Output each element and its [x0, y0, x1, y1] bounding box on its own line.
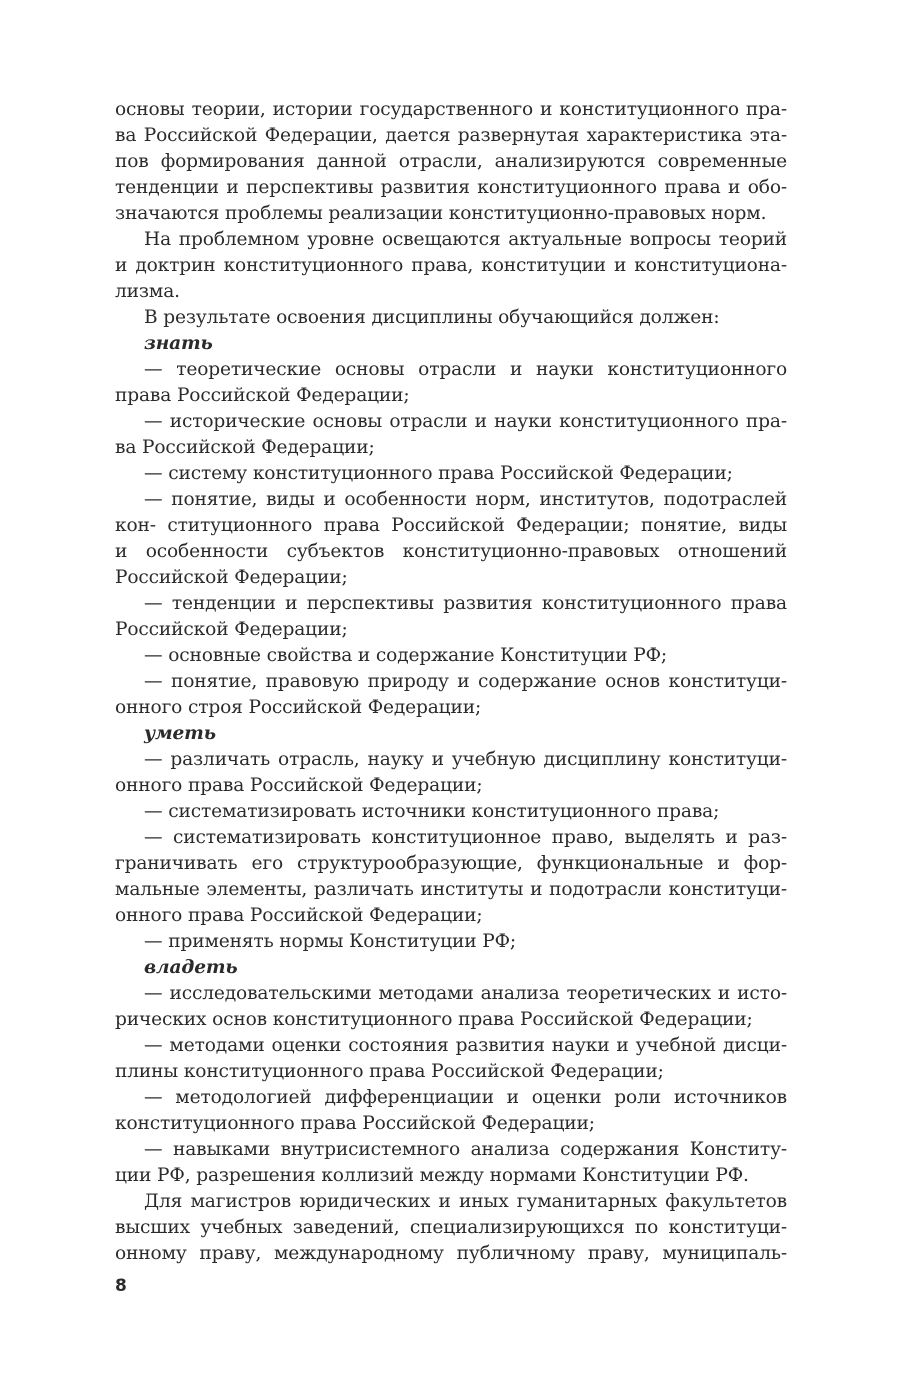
text-line: — теоретические основы отрасли и науки конституционного: [144, 359, 787, 380]
text-line: значаются проблемы реализации конституционно-правовых норм.: [115, 203, 767, 224]
text-line: граничивать его структурообразующие, функциональные и фор-: [115, 853, 787, 874]
text-line: кон- ституционного права Российской Федерации; понятие, виды: [115, 515, 787, 536]
text-line: ва Российской Федерации, дается развернутая характеристика эта-: [115, 125, 787, 146]
text-line: — основные свойства и содержание Конституции РФ;: [144, 645, 668, 666]
text-line: ции РФ, разрешения коллизий между нормами Конституции РФ.: [115, 1165, 749, 1186]
text-line: — применять нормы Конституции РФ;: [144, 931, 516, 952]
page-number: 8: [115, 1276, 127, 1296]
page-body: [115, 97, 787, 1267]
text-line: ва Российской Федерации;: [115, 437, 375, 458]
text-line: Российской Федерации;: [115, 619, 348, 640]
text-line: — методами оценки состояния развития науки и учебной дисци-: [144, 1035, 787, 1056]
text-line: — методологией дифференциации и оценки роли источников: [144, 1087, 787, 1108]
text-line: онного права Российской Федерации;: [115, 775, 483, 796]
section-heading-vladet: владеть: [144, 957, 238, 978]
text-line: онному праву, международному публичному праву, муниципаль-: [115, 1243, 787, 1264]
text-line: и доктрин конституционного права, конституции и конституциона-: [115, 255, 787, 276]
text-line: — исследовательскими методами анализа теоретических и исто-: [144, 983, 787, 1004]
text-line: онного строя Российской Федерации;: [115, 697, 482, 718]
text-line: права Российской Федерации;: [115, 385, 410, 406]
text-line: В результате освоения дисциплины обучающийся должен:: [144, 307, 720, 328]
text-line: — навыками внутрисистемного анализа содержания Конститу-: [144, 1139, 787, 1160]
text-line: — понятие, правовую природу и содержание основ конституци-: [144, 671, 787, 692]
text-line: — систему конституционного права Российской Федерации;: [144, 463, 733, 484]
text-line: высших учебных заведений, специализирующихся по конституци-: [115, 1217, 787, 1238]
section-heading-znat: знать: [144, 333, 213, 354]
text-line: рических основ конституционного права Российской Федерации;: [115, 1009, 753, 1030]
text-line: — исторические основы отрасли и науки конституционного пра-: [144, 411, 787, 432]
section-heading-umet: уметь: [144, 723, 216, 744]
text-line: плины конституционного права Российской Федерации;: [115, 1061, 664, 1082]
text-line: На проблемном уровне освещаются актуальные вопросы теорий: [144, 229, 787, 250]
text-line: мальные элементы, различать институты и подотрасли конституци-: [115, 879, 787, 900]
text-line: онного права Российской Федерации;: [115, 905, 483, 926]
text-line: — систематизировать источники конституционного права;: [144, 801, 720, 822]
text-line: тенденции и перспективы развития конституционного права и обо-: [115, 177, 787, 198]
text-line: основы теории, истории государственного и конституционного пра-: [115, 99, 787, 120]
text-line: конституционного права Российской Федерации;: [115, 1113, 595, 1134]
text-line: лизма.: [115, 281, 180, 302]
text-line: пов формирования данной отрасли, анализируются современные: [115, 151, 787, 172]
text-line: — понятие, виды и особенности норм, институтов, подотраслей: [144, 489, 787, 510]
text-line: Для магистров юридических и иных гуманитарных факультетов: [144, 1191, 787, 1212]
text-line: и особенности субъектов конституционно-правовых отношений: [115, 541, 787, 562]
text-line: Российской Федерации;: [115, 567, 348, 588]
text-line: — систематизировать конституционное право, выделять и раз-: [144, 827, 787, 848]
text-line: — различать отрасль, науку и учебную дисциплину конституци-: [144, 749, 787, 770]
text-line: — тенденции и перспективы развития конституционного права: [144, 593, 787, 614]
